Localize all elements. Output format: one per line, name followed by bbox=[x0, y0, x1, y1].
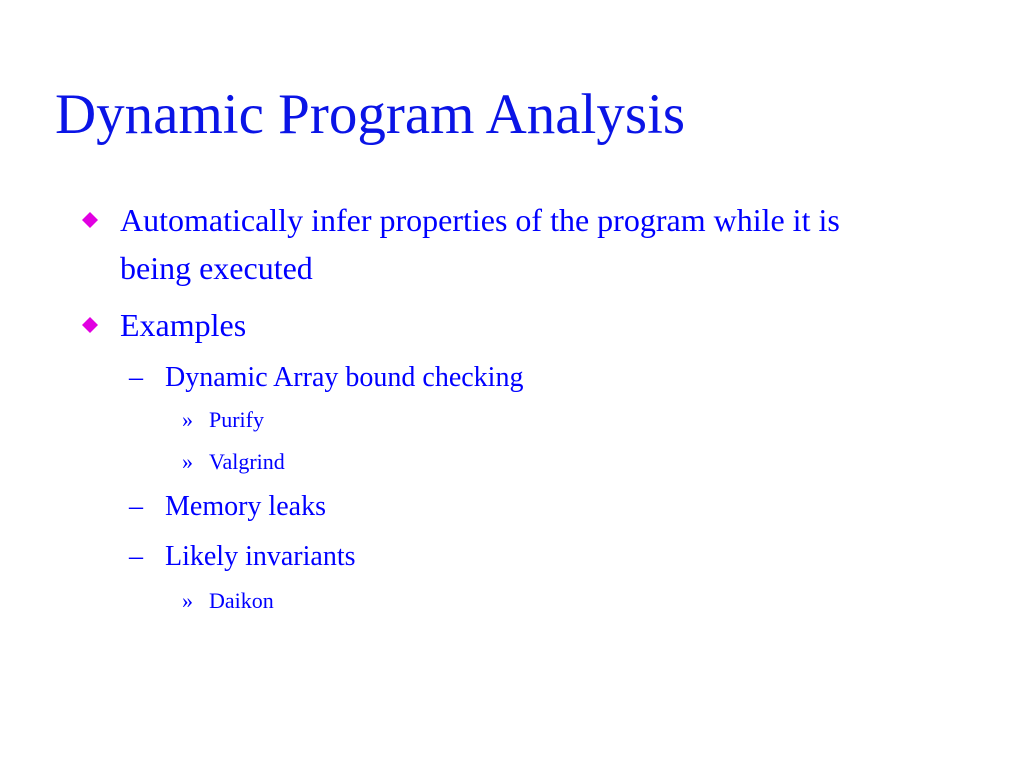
sub-sub-bullet-item bbox=[182, 448, 285, 476]
sub-bullet-text: Dynamic Array bound checking bbox=[165, 362, 524, 393]
sub-bullet-item bbox=[129, 540, 356, 574]
sub-bullet-item bbox=[129, 490, 326, 524]
sub-sub-bullet-text: Daikon bbox=[209, 588, 274, 613]
bullet-text: Automatically infer properties of the program while it is being executed bbox=[120, 202, 840, 286]
diamond-bullet-icon bbox=[81, 211, 99, 229]
bullet-item bbox=[120, 301, 880, 349]
slide-title: Dynamic Program Analysis bbox=[55, 83, 686, 146]
sub-sub-bullet-item bbox=[182, 406, 264, 434]
chevron-marker: » bbox=[182, 449, 193, 474]
bullet-text: Examples bbox=[120, 307, 247, 343]
diamond-bullet-icon bbox=[81, 316, 99, 334]
chevron-marker: » bbox=[182, 407, 193, 432]
sub-sub-bullet-item bbox=[182, 587, 274, 615]
sub-bullet-text: Likely invariants bbox=[165, 541, 356, 572]
sub-sub-bullet-text: Valgrind bbox=[209, 449, 285, 474]
sub-bullet-text: Memory leaks bbox=[165, 491, 326, 522]
chevron-marker: » bbox=[182, 588, 193, 613]
dash-marker: – bbox=[129, 541, 143, 572]
sub-sub-bullet-text: Purify bbox=[209, 407, 264, 432]
dash-marker: – bbox=[129, 362, 143, 393]
bullet-item bbox=[120, 196, 880, 292]
dash-marker: – bbox=[129, 491, 143, 522]
sub-bullet-item bbox=[129, 361, 524, 395]
